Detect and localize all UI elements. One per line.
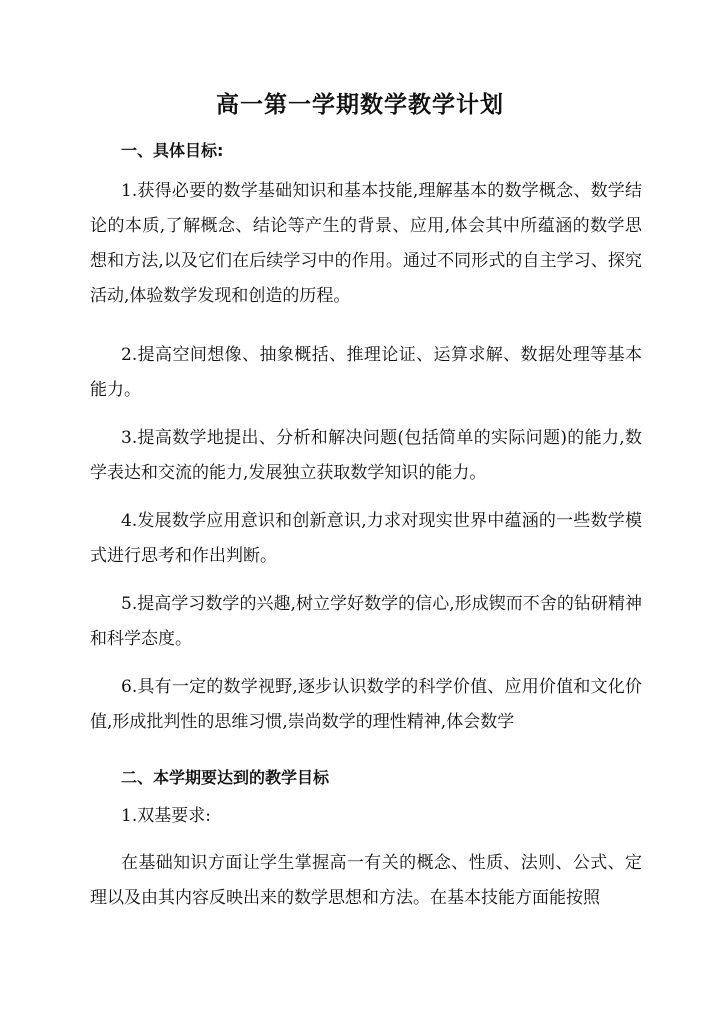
goal-paragraph-6: 6.具有一定的数学视野,逐步认识数学的科学价值、应用价值和文化价值,形成批判性的思维习惯,崇尚数学的理性精神,体会数学 [90, 677, 642, 732]
document-title: 高一第一学期数学教学计划 [216, 92, 504, 118]
goal-paragraph-2: 2.提高空间想像、抽象概括、推理论证、运算求解、数据处理等基本能力。 [90, 345, 642, 400]
goal-paragraph-1: 1.获得必要的数学基础知识和基本技能,理解基本的数学概念、数学结论的本质,了解概念、结论等产生的背景、应用,体会其中所蕴涵的数学思想和方法,以及它们在后续学习中的作用。通过不同形式的自主学习、探究活动,体验数学发现和创造的历程。 [90, 181, 642, 306]
goal-paragraph-3: 3.提高数学地提出、分析和解决问题(包括简单的实际问题)的能力,数学表达和交流的能力,发展独立获取数学知识的能力。 [90, 428, 642, 483]
section-heading-teaching-goals: 二、本学期要达到的教学目标 [121, 768, 330, 787]
subsection-heading-basics: 1.双基要求: [121, 806, 211, 826]
goal-paragraph-4: 4.发展数学应用意识和创新意识,力求对现实世界中蕴涵的一些数学模式进行思考和作出判断。 [90, 511, 642, 566]
basics-paragraph: 在基础知识方面让学生掌握高一有关的概念、性质、法则、公式、定理以及由其内容反映出来的数学思想和方法。在基本技能方面能按照 [90, 853, 642, 908]
goal-paragraph-5: 5.提高学习数学的兴趣,树立学好数学的信心,形成锲而不舍的钻研精神和科学态度。 [90, 594, 642, 649]
section-heading-goals: 一、具体目标: [121, 141, 224, 160]
